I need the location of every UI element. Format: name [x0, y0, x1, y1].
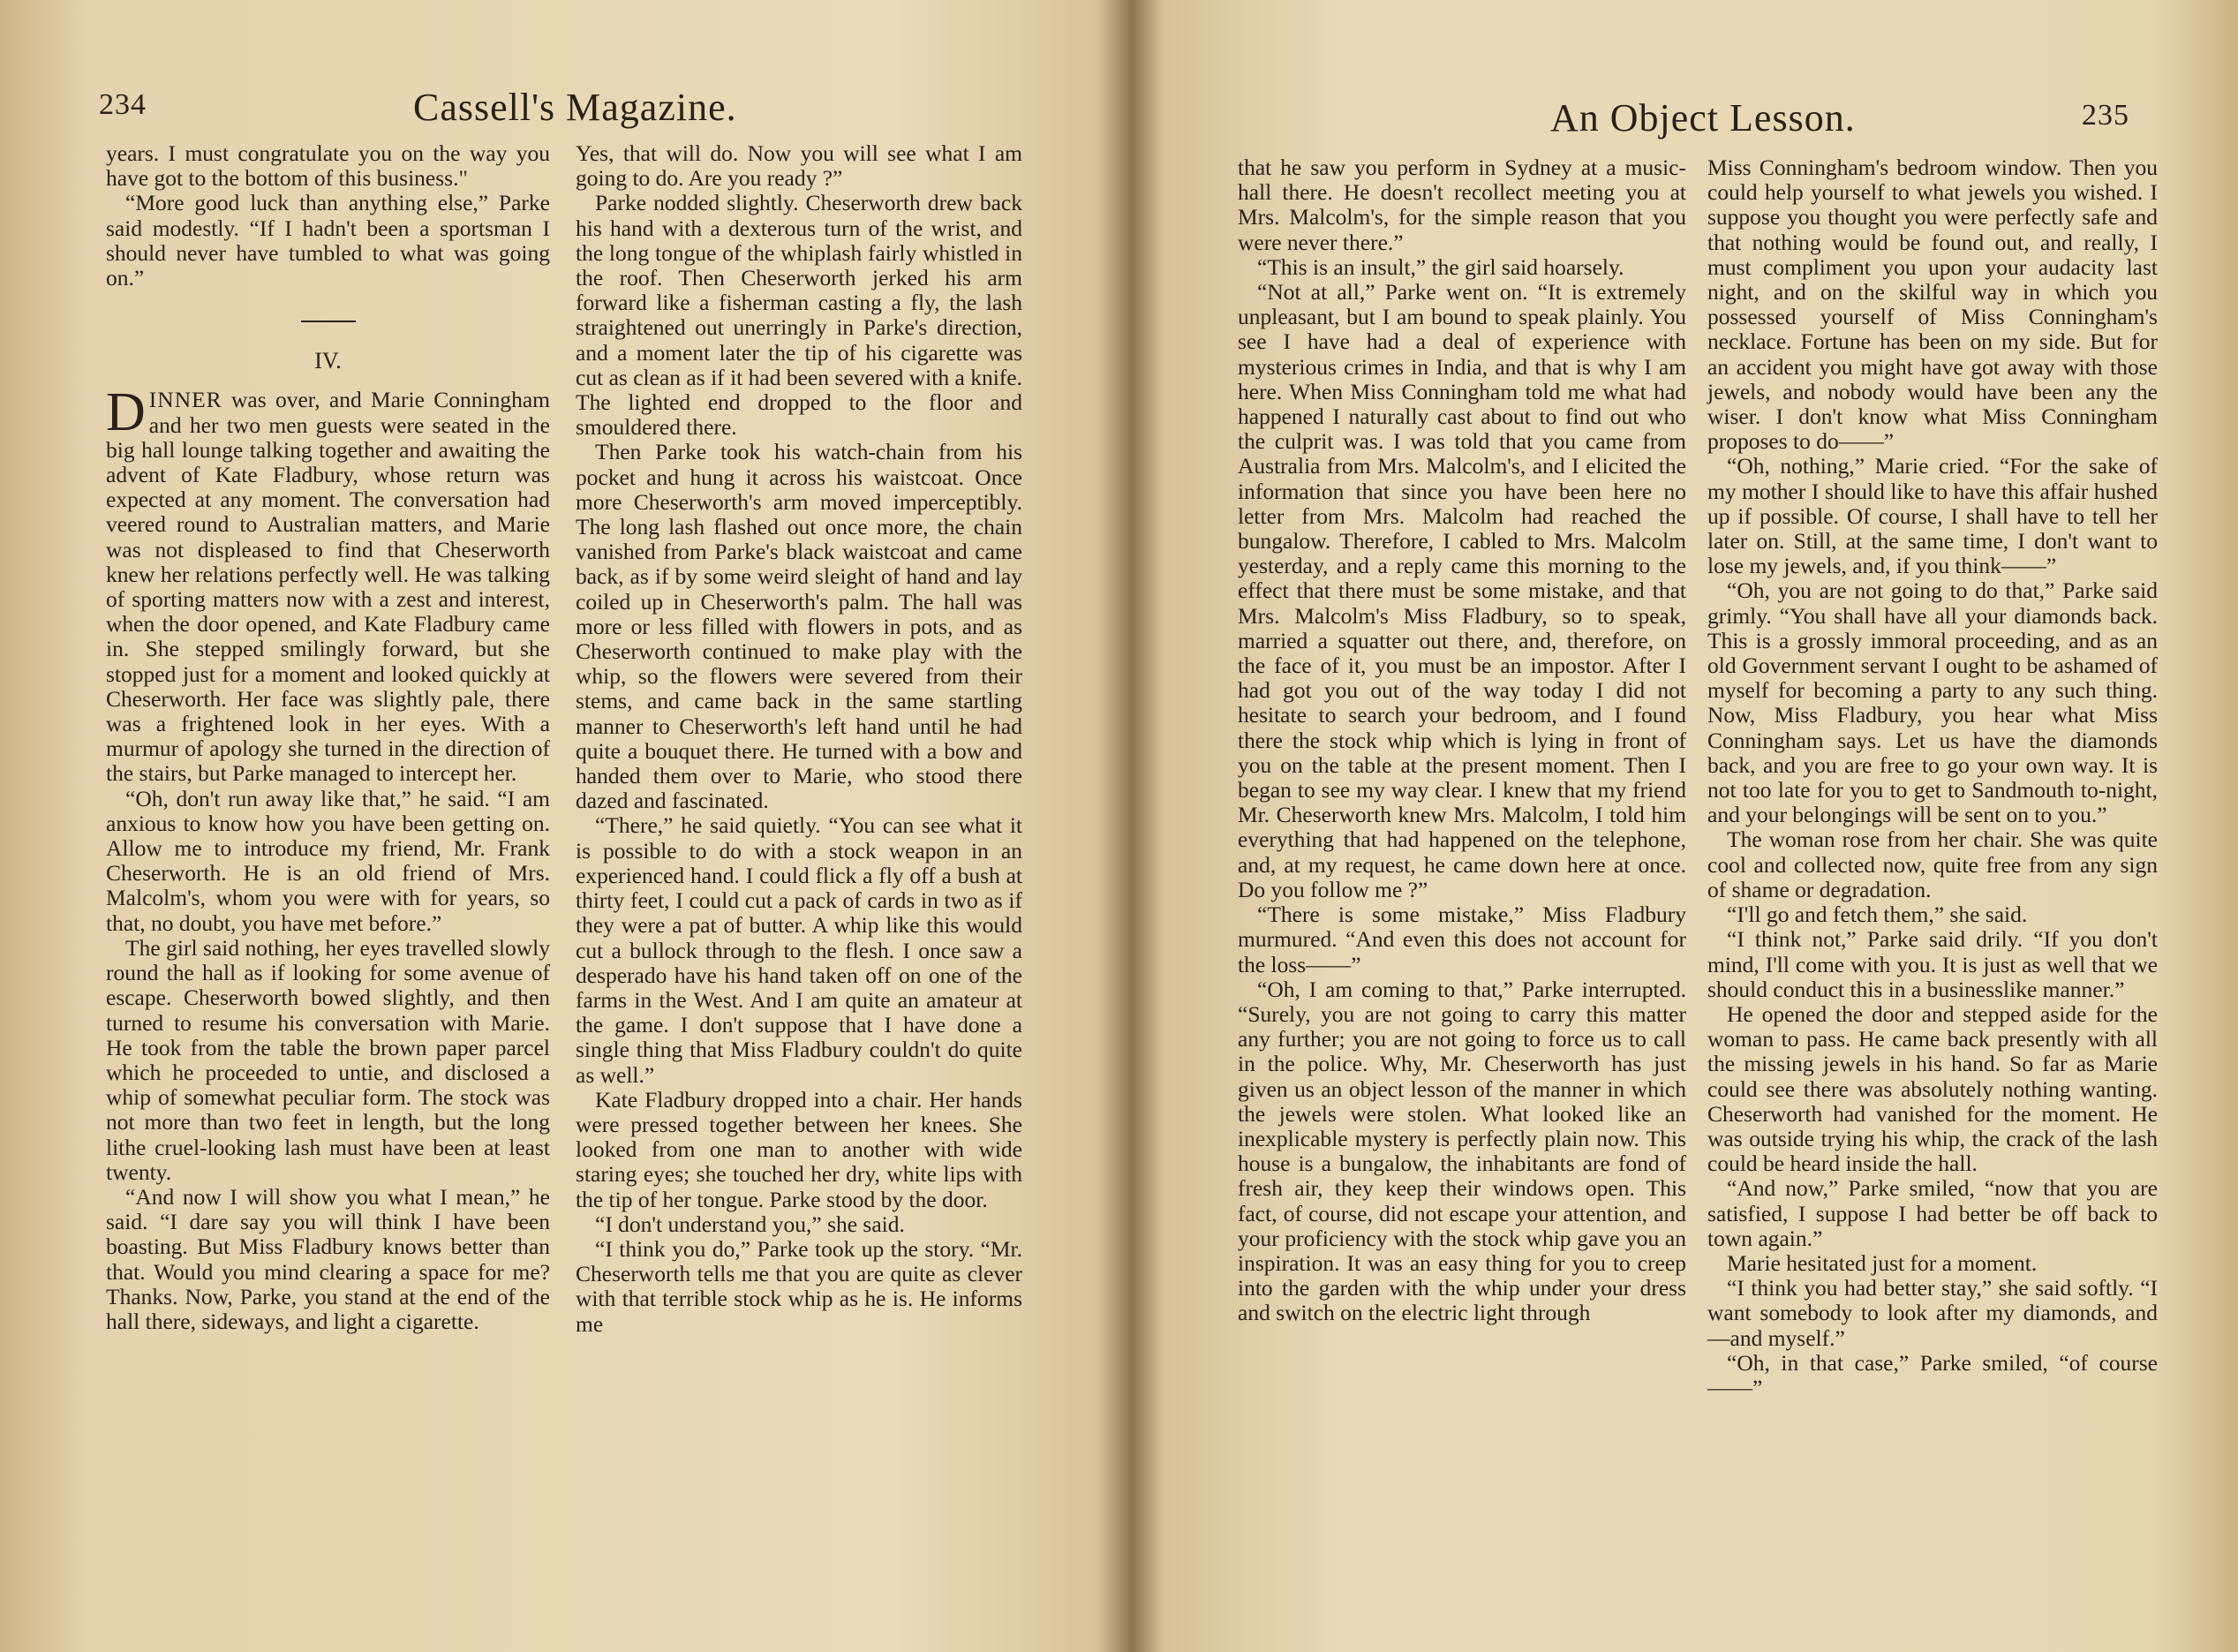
- paragraph: Then Parke took his watch-chain from his pocket and hung it across his waistcoat. Once more Cheserworth's arm moved imperceptibly. The long lash flashed out once more, the chain vanished from Parke's black waistcoat and came back, as if by some weird sleight of hand and lay coiled up in Cheserworth's palm. The hall was more or less filled with flowers in pots, and as Cheserworth continued to make play with the whip, so the flowers were severed from their stems, and came back in the same startling manner to Cheserworth's left hand until he had quite a bouquet there. He turned with a bow and handed them over to Marie, who stood there dazed and fascinated.: [576, 439, 1022, 814]
- paragraph: Miss Conningham's bedroom window. Then you could help yourself to what jewels you wished. I suppose you thought you were perfectly safe and that nothing would be found out, and really, I must compliment you upon your audacity last night, and on the skilful way in which you possessed yourself of Miss Conningham's necklace. Fortune has been on my side. But for an accident you might have got away with those jewels, and nobody would have been any the wiser. I don't know what Miss Conningham proposes to do——”: [1707, 155, 2158, 455]
- paragraph: Yes, that will do. Now you will see what I am going to do. Are you ready ?”: [576, 140, 1022, 192]
- page-number: 234: [99, 88, 147, 121]
- paragraph: The girl said nothing, her eyes travelled slowly round the hall as if looking for some avenue of escape. Cheserworth bowed slightly, and then turned to resume his conversation with Marie. He took from the table the brown paper parcel which he proceeded to untie, and disclosed a whip of somewhat peculiar form. The stock was not more than two feet in length, but the long lithe cruel-looking lash must have been at least twenty.: [106, 934, 550, 1185]
- paragraph: “I think you had better stay,” she said softly. “I want somebody to look after my diamonds, and—and myself.”: [1707, 1275, 2158, 1351]
- left-column-1: [106, 141, 550, 1334]
- paragraph: “Oh, don't run away like that,” he said. “I am anxious to know how you have been getting on. Allow me to introduce my friend, Mr. Frank Cheserworth. He is an old friend of Mrs. Malcolm's, whom you were with for years, so that, no doubt, you have met before.”: [106, 785, 550, 936]
- paragraph: “Oh, in that case,” Parke smiled, “of course——”: [1707, 1349, 2158, 1400]
- running-head: Cassell's Magazine.: [413, 86, 737, 129]
- paragraph: “This is an insult,” the girl said hoarsely.: [1257, 253, 1624, 280]
- paragraph: “Not at all,” Parke went on. “It is extremely unpleasant, but I am bound to speak plainly. You see I have had a deal of experience with mysterious crimes in India, and that is why I am here. When Miss Conningham told me what had happened I naturally cast about to find out who the culprit was. I was told that you came from Australia from Mrs. Malcolm's, and I elicited the information that since you have been here no letter from Mrs. Malcolm had reached the bungalow. Therefore, I cabled to Mrs. Malcolm yesterday, and a reply came this morning to the effect that there must be some mistake, and that Mrs. Malcolm's Miss Fladbury, so to speak, married a squatter out there, and, therefore, on the face of it, you must be an impostor. After I had got you out of the way today I did not hesitate to search your bedroom, and I found there the stock whip which is lying in front of you on the table at the present moment. Then I began to see my way clear. I knew that my friend Mr. Cheserworth knew Mrs. Malcolm, I told him everything that had happened on the telephone, and, at my request, he came down here at once. Do you follow me ?”: [1238, 279, 1686, 902]
- paragraph: The woman rose from her chair. She was quite cool and collected now, quite free from any sign of shame or degradation.: [1707, 826, 2158, 902]
- paragraph: Marie hesitated just for a moment.: [1727, 1249, 2038, 1276]
- paragraph: years. I must congratulate you on the way you have got to the bottom of this business.": [106, 140, 550, 192]
- section-divider: [301, 321, 356, 322]
- paragraph: “I think you do,” Parke took up the story. “Mr. Cheserworth tells me that you are quite as clever with that terrible stock whip as he is. He informs me: [576, 1235, 1022, 1337]
- paragraph: “I'll go and fetch them,” she said.: [1727, 901, 2028, 928]
- paragraph: “And now,” Parke smiled, “now that you are satisfied, I suppose I had better be off back to town again.”: [1707, 1175, 2158, 1251]
- paragraph: “More good luck than anything else,” Parke said modestly. “If I hadn't been a sportsman I should never have tumbled to what was going on.”: [106, 190, 550, 291]
- paragraph: “I don't understand you,” she said.: [595, 1211, 905, 1237]
- right-page: [1132, 0, 2238, 1652]
- paragraph: “There is some mistake,” Miss Fladbury murmured. “And even this does not account for the loss——”: [1238, 901, 1686, 977]
- running-head: An Object Lesson.: [1550, 96, 1856, 140]
- paragraph: “Oh, I am coming to that,” Parke interrupted. “Surely, you are not going to carry this matter any further; you are not going to force us to call in the police. Why, Mr. Cheserworth has just given us an object lesson of the manner in which the jewels were stolen. What looked like an inexplicable mystery is perfectly plain now. This house is a bungalow, the inhabitants are fond of fresh air, they keep their windows open. This fact, of course, did not escape your attention, and your proficiency with the stock whip gave you an inspiration. It was an easy thing for you to creep into the garden with the whip under your dress and switch on the electric light through: [1238, 976, 1686, 1326]
- left-page: [0, 0, 1114, 1652]
- paragraph: Parke nodded slightly. Cheserworth drew back his hand with a dexterous turn of the wrist, and the long tongue of the whiplash fairly whistled in the roof. Then Cheserworth jerked his arm forward like a fisherman casting a fly, the lash straightened out unerringly in Parke's direction, and a moment later the tip of his cigarette was cut as clean as if it had been severed with a knife. The lighted end dropped to the floor and smouldered there.: [576, 190, 1022, 441]
- paragraph: “And now I will show you what I mean,” he said. “I dare say you will think I have been boasting. But Miss Fladbury knows better than that. Would you mind clearing a space for me? Thanks. Now, Parke, you stand at the end of the hall there, sideways, and light a cigarette.: [106, 1183, 550, 1334]
- section-heading: IV.: [314, 348, 342, 374]
- paragraph: “Oh, nothing,” Marie cried. “For the sake of my mother I should like to have this affair hushed up if possible. Of course, I shall have to tell her later on. Still, at the same time, I don't want to lose my jewels, and, if you think——”: [1707, 453, 2158, 579]
- paragraph: “Oh, you are not going to do that,” Parke said grimly. “You shall have all your diamonds back. This is a grossly immoral proceeding, and as an old Government servant I ought to be ashamed of myself for becoming a party to any such thing. Now, Miss Fladbury, you hear what Miss Conningham says. Let us have the diamonds back, and you are free to go your own way. It is not too late for you to get to Sandmouth to-night, and your belongings will be sent on to you.”: [1707, 577, 2158, 828]
- paragraph: “I think not,” Parke said drily. “If you don't mind, I'll come with you. It is just as well that we should conduct this in a businesslike manner.”: [1707, 926, 2158, 1002]
- paragraph: “There,” he said quietly. “You can see what it is possible to do with a stock weapon in an experienced hand. I could flick a fly off a bush at thirty feet, I could cut a pack of cards in two as if they were a pat of butter. A whip like this would cut a bullock through to the flesh. I once saw a desperado have his hand taken off on one of the farms in the West. And I am quite an amateur at the game. I don't suppose that I have done a single thing that Miss Fladbury couldn't do quite as well.”: [576, 812, 1022, 1088]
- left-column-2: [576, 141, 1022, 1337]
- drop-cap: D: [106, 382, 146, 443]
- right-column-1: [1238, 155, 1686, 1326]
- paragraph: that he saw you perform in Sydney at a music-hall there. He doesn't recollect meeting you at Mrs. Malcolm's, for the simple reason that you were never there.”: [1238, 155, 1686, 255]
- paragraph: He opened the door and stepped aside for the woman to pass. He came back presently with all the missing jewels in his hand. So far as Marie could see there was absolutely nothing wanting. Cheserworth had vanished for the moment. He was outside trying his whip, the crack of the lash could be heard inside the hall.: [1707, 1000, 2158, 1177]
- paragraph: DINNER was over, and Marie Conningham and her two men guests were seated in the big hall lounge talking together and awaiting the advent of Kate Fladbury, whose return was expected at any moment. The conversation had veered round to Australian matters, and Marie was not displeased to find that Cheserworth knew her relations perfectly well. He was talking of sporting matters now with a zest and interest, when the door opened, and Kate Fladbury came in. She stepped smilingly forward, but she stopped just for a moment and looked quickly at Cheserworth. Her face was slightly pale, there was a frightened look in her eyes. With a murmur of apology she turned in the direction of the stairs, but Parke managed to intercept her.: [106, 382, 550, 787]
- page-number: 235: [2082, 99, 2129, 132]
- right-column-2: [1707, 155, 2158, 1400]
- paragraph: Kate Fladbury dropped into a chair. Her hands were pressed together between her knees. She looked from one man to another with wide staring eyes; she touched her dry, white lips with the tip of her tongue. Parke stood by the door.: [576, 1086, 1022, 1212]
